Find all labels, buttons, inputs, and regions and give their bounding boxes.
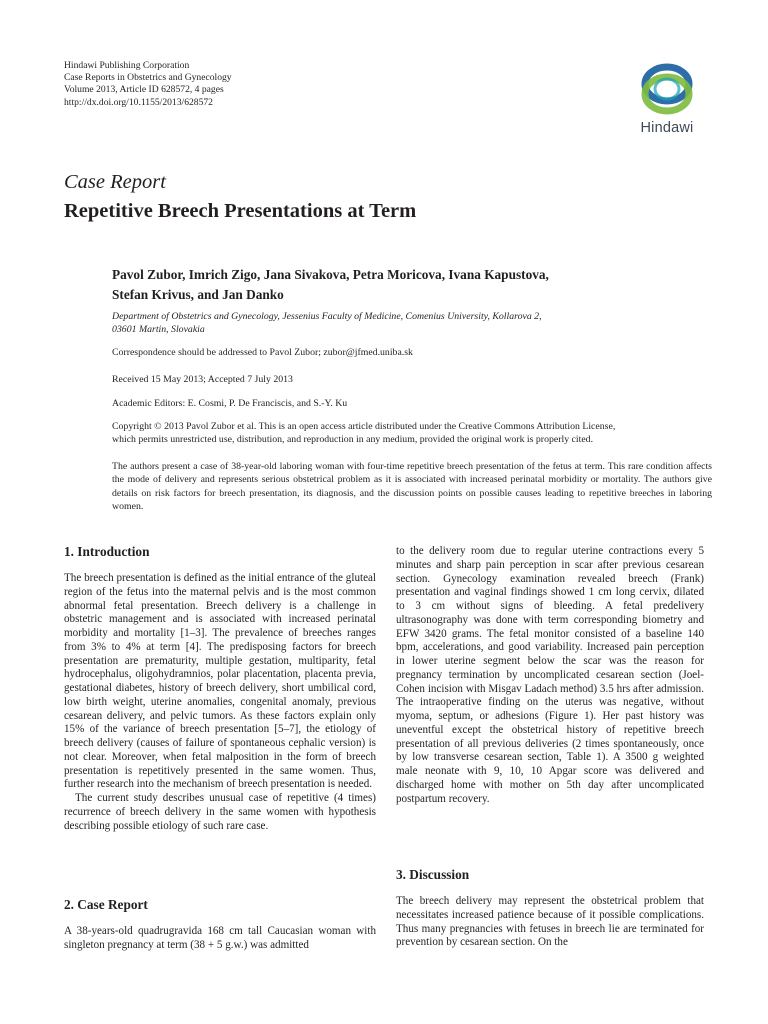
case-report-paragraph-1-continued: to the delivery room due to regular uterine contractions every 5 minutes and sharp pain perception in scar after previous cesarean section. Gynecology examination revealed breech (Frank) presentation and vaginal findings showed 1 cm long cervix, dilated to 3 cm without signs of bleeding. A fetal predelivery ultrasonography was done with term corresponding biometry and EFW 3420 grams. The fetal monitor consisted of a baseline 140 bpm, accelerations, and good variability. Increased pain perception in lower uterine segment below the scar was the reason for pregnancy termination by uncomplicated cesarean section (Joel-Cohen incision with Misgav Ladach method) 3.5 hrs after admission. The intraoperative finding on the uterus was negative, without myoma, septum, or adhesions (Figure 1). Her past history was uneventful except the obstetrical history of repetitive breech presentation of all previous deliveries (2 times spontaneously, once by low transverse cesarean section, Table 1). A 3500 g weighted male neonate with 9, 10, 10 Apgar score was delivered and discharged home with mother on 5th day after uncomplicated postpartum recovery. [396, 545, 704, 805]
affiliation-line-2: 03601 Martin, Slovakia [112, 324, 205, 336]
copyright-line-1: Copyright © 2013 Pavol Zubor et al. This is an open access article distributed under the Creative Commons Attribution License, [112, 421, 616, 432]
abstract: The authors present a case of 38-year-old laboring woman with four-time repetitive breech presentation of the fetus at term. This rare condition affects the mode of delivery and represents serious obstetrical problem as it is associated with increased perinatal morbidity or mortality. The authors give details on risk factors for breech presentation, its diagnosis, and the discussion points on possible causes leading to repetitive breeches in laboring women. [112, 461, 712, 512]
discussion-paragraph-1: The breech delivery may represent the obstetrical problem that necessitates increased patience because of it possible complications. Thus many pregnancies with fetuses in breech lie are terminated for prevention by cesarean section. On the [396, 895, 704, 949]
affiliation-line-1: Department of Obstetrics and Gynecology, Jessenius Faculty of Medicine, Comenius University, Kollarova 2, [112, 311, 542, 322]
affiliation [112, 310, 702, 337]
section-heading-case-report: 2. Case Report [64, 897, 148, 912]
copyright-notice [112, 420, 712, 447]
author-list [112, 265, 712, 305]
introduction-paragraph-2: The current study describes unusual case of repetitive (4 times) recurrence of breech delivery in the same women with hypothesis describing possible etiology of such rare case. [64, 792, 376, 832]
copyright-line-2: which permits unrestricted use, distribution, and reproduction in any medium, provided the original work is properly cited. [112, 434, 594, 446]
hindawi-logo [625, 60, 709, 140]
received-dates: Received 15 May 2013; Accepted 7 July 2013 [112, 374, 293, 385]
section-heading-introduction: 1. Introduction [64, 544, 150, 559]
logo-text: Hindawi [640, 120, 694, 136]
introduction-body [64, 572, 376, 833]
hindawi-logo-icon [637, 60, 697, 118]
case-report-body [64, 925, 376, 953]
introduction-paragraph-1: The breech presentation is defined as the initial entrance of the gluteal region of the fetus into the maternal pelvis and is the most common abnormal fetal presentation. Breech delivery is a challenge in obstetric management and is associated with increased perinatal morbidity and mortality [1–3]. The prevalence of breeches ranges from 3% to 4% at term [4]. The predisposing factors for breech presentation are prematurity, multiple gestation, multiparity, fetal hydrocephalus, oligohydramnios, polar placentation, placenta previa, gestational diabetes, history of breech delivery, short umbilical cord, low birth weight, uterine anomalies, congenital anomaly, previous cesarean delivery, and pelvic tumors. As these factors explain only 15% of the variance of breech presentation [5–7], the etiology of breech delivery (causes of failure of spontaneous cephalic version) is not clear. Moreover, when fetal malposition in the form of breech presentation is repetitively presented in the same women. Thus, further research into the mechanism of breech presentation is needed. [64, 572, 376, 791]
section-heading-discussion: 3. Discussion [396, 867, 470, 882]
doi-link[interactable]: http://dx.doi.org/10.1155/2013/628572 [64, 96, 213, 108]
journal-name: Case Reports in Obstetrics and Gynecology [64, 72, 232, 84]
publisher: Hindawi Publishing Corporation [64, 60, 190, 71]
authors-line-2: Stefan Krivus, and Jan Danko [112, 287, 284, 302]
case-report-continuation [396, 545, 704, 806]
volume-info: Volume 2013, Article ID 628572, 4 pages [64, 84, 224, 96]
article-title: Repetitive Breech Presentations at Term [64, 200, 417, 222]
article-type: Case Report [64, 171, 166, 193]
discussion-body [396, 895, 704, 950]
authors-line-1: Pavol Zubor, Imrich Zigo, Jana Sivakova, Petra Moricova, Ivana Kapustova, [112, 267, 549, 282]
correspondence: Correspondence should be addressed to Pavol Zubor; zubor@jfmed.uniba.sk [112, 347, 413, 358]
journal-header [64, 60, 232, 109]
case-report-paragraph-1: A 38-years-old quadrugravida 168 cm tall Caucasian woman with singleton pregnancy at term (38 + 5 g.w.) was admitted [64, 925, 376, 951]
academic-editors: Academic Editors: E. Cosmi, P. De Franciscis, and S.-Y. Ku [112, 398, 348, 409]
